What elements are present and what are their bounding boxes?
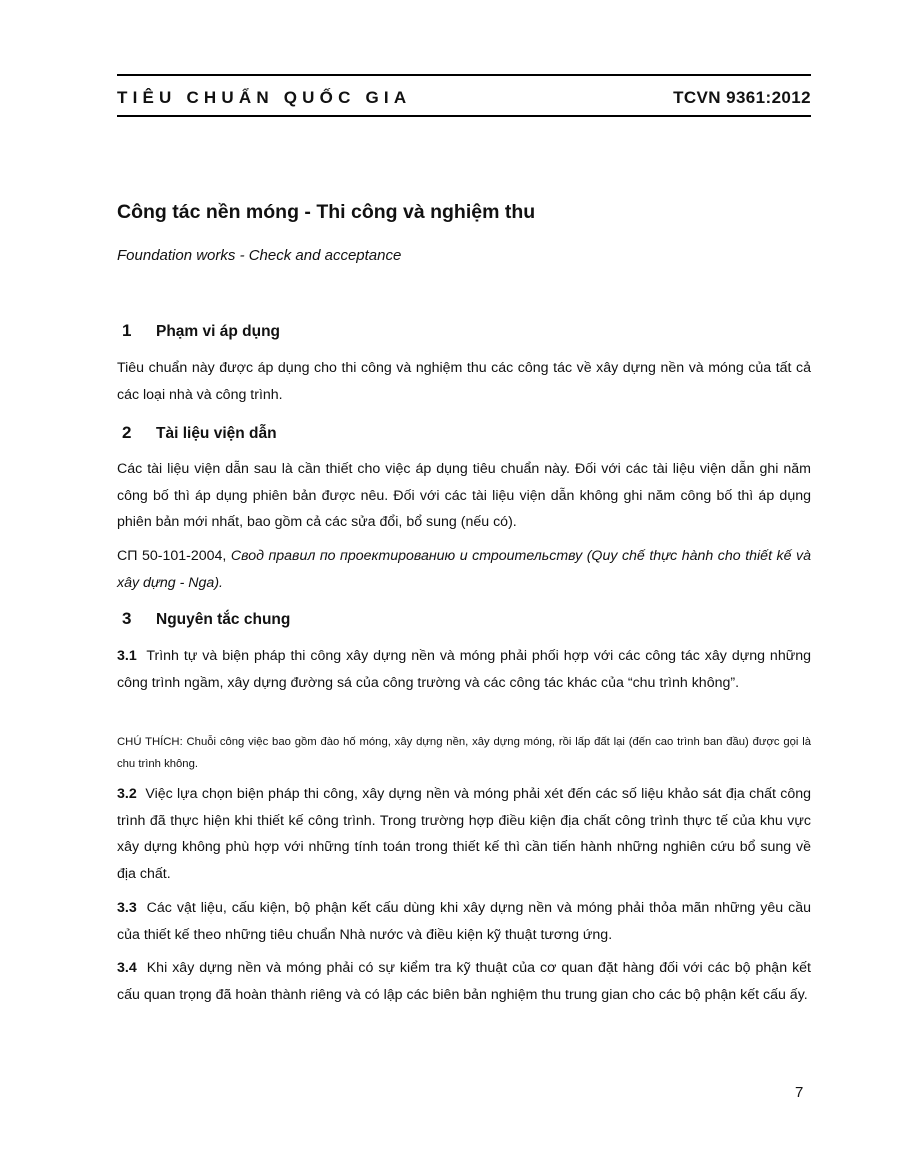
clause-3-3 xyxy=(117,895,811,948)
reference-title: Свод правил по проектированию и строительству (Quy chế thực hành cho thiết kế và xây dựng - Nga). xyxy=(117,548,811,591)
section-1-paragraph: Tiêu chuẩn này được áp dụng cho thi công và nghiệm thu các công tác về xây dựng nền và móng của tất cả các loại nhà và công trình. xyxy=(117,360,811,403)
header-standard-label: TIÊU CHUẨN QUỐC GIA xyxy=(117,88,412,107)
clause-3-4 xyxy=(117,955,811,1008)
section-title: Tài liệu viện dẫn xyxy=(156,425,277,442)
section-heading-2 xyxy=(122,423,812,443)
reference-code: СП 50-101-2004, xyxy=(117,548,227,564)
section-heading-3 xyxy=(122,609,812,629)
page-number: 7 xyxy=(795,1084,804,1101)
document-subtitle: Foundation works - Check and acceptance xyxy=(117,247,402,264)
clause-note: CHÚ THÍCH: Chuỗi công việc bao gồm đào hố móng, xây dựng nền, xây dựng móng, rồi lấp đất lại (đến cao trình ban đầu) được gọi là chu trình không. xyxy=(117,736,811,770)
clause-text: Khi xây dựng nền và móng phải có sự kiểm tra kỹ thuật của cơ quan đặt hàng đối với các bộ phận kết cấu quan trọng đã hoàn thành riêng và có lập các biên bản nghiệm thu trung gian cho các bộ phận kết cấu ấy. xyxy=(117,960,811,1003)
section-number: 2 xyxy=(122,423,132,442)
header-standard-code: TCVN 9361:2012 xyxy=(673,88,811,107)
clause-3-2 xyxy=(117,781,811,887)
section-heading-1 xyxy=(122,321,812,341)
clause-number: 3.1 xyxy=(117,648,137,664)
section-title: Phạm vi áp dụng xyxy=(156,323,281,340)
section-number: 1 xyxy=(122,321,132,340)
clause-number: 3.3 xyxy=(117,900,137,916)
clause-number: 3.4 xyxy=(117,960,137,976)
normative-reference xyxy=(117,543,811,596)
clause-3-1 xyxy=(117,643,811,696)
section-2-paragraph: Các tài liệu viện dẫn sau là cần thiết cho việc áp dụng tiêu chuẩn này. Đối với các tài liệu viện dẫn ghi năm công bố thì áp dụng phiên bản được nêu. Đối với các tài liệu viện dẫn không ghi năm công bố thì áp dụng phiên bản mới nhất, bao gồm cả các sửa đổi, bổ sung (nếu có). xyxy=(117,461,811,530)
clause-number: 3.2 xyxy=(117,786,137,802)
section-title: Nguyên tắc chung xyxy=(156,611,291,628)
header-top-rule xyxy=(117,74,811,76)
clause-text: Trình tự và biện pháp thi công xây dựng nền và móng phải phối hợp với các công tác xây dựng những công trình ngầm, xây dựng đường sá của công trường và các công tác khác của “chu trình không”. xyxy=(117,648,811,691)
document-title: Công tác nền móng - Thi công và nghiệm thu xyxy=(117,201,536,223)
clause-text: Việc lựa chọn biện pháp thi công, xây dựng nền và móng phải xét đến các số liệu khảo sát địa chất công trình đã thực hiện khi thiết kế công trình. Trong trường hợp điều kiện địa chất công trình thực tế của khu vực xây dựng không phù hợp với những tính toán trong thiết kế thì cần tiến hành những nghiên cứu bổ sung về địa chất. xyxy=(117,786,812,882)
header-bottom-rule xyxy=(117,115,811,117)
clause-text: Các vật liệu, cấu kiện, bộ phận kết cấu dùng khi xây dựng nền và móng phải thỏa mãn những yêu cầu của thiết kế theo những tiêu chuẩn Nhà nước và điều kiện kỹ thuật tương ứng. xyxy=(117,900,811,943)
section-number: 3 xyxy=(122,609,132,628)
